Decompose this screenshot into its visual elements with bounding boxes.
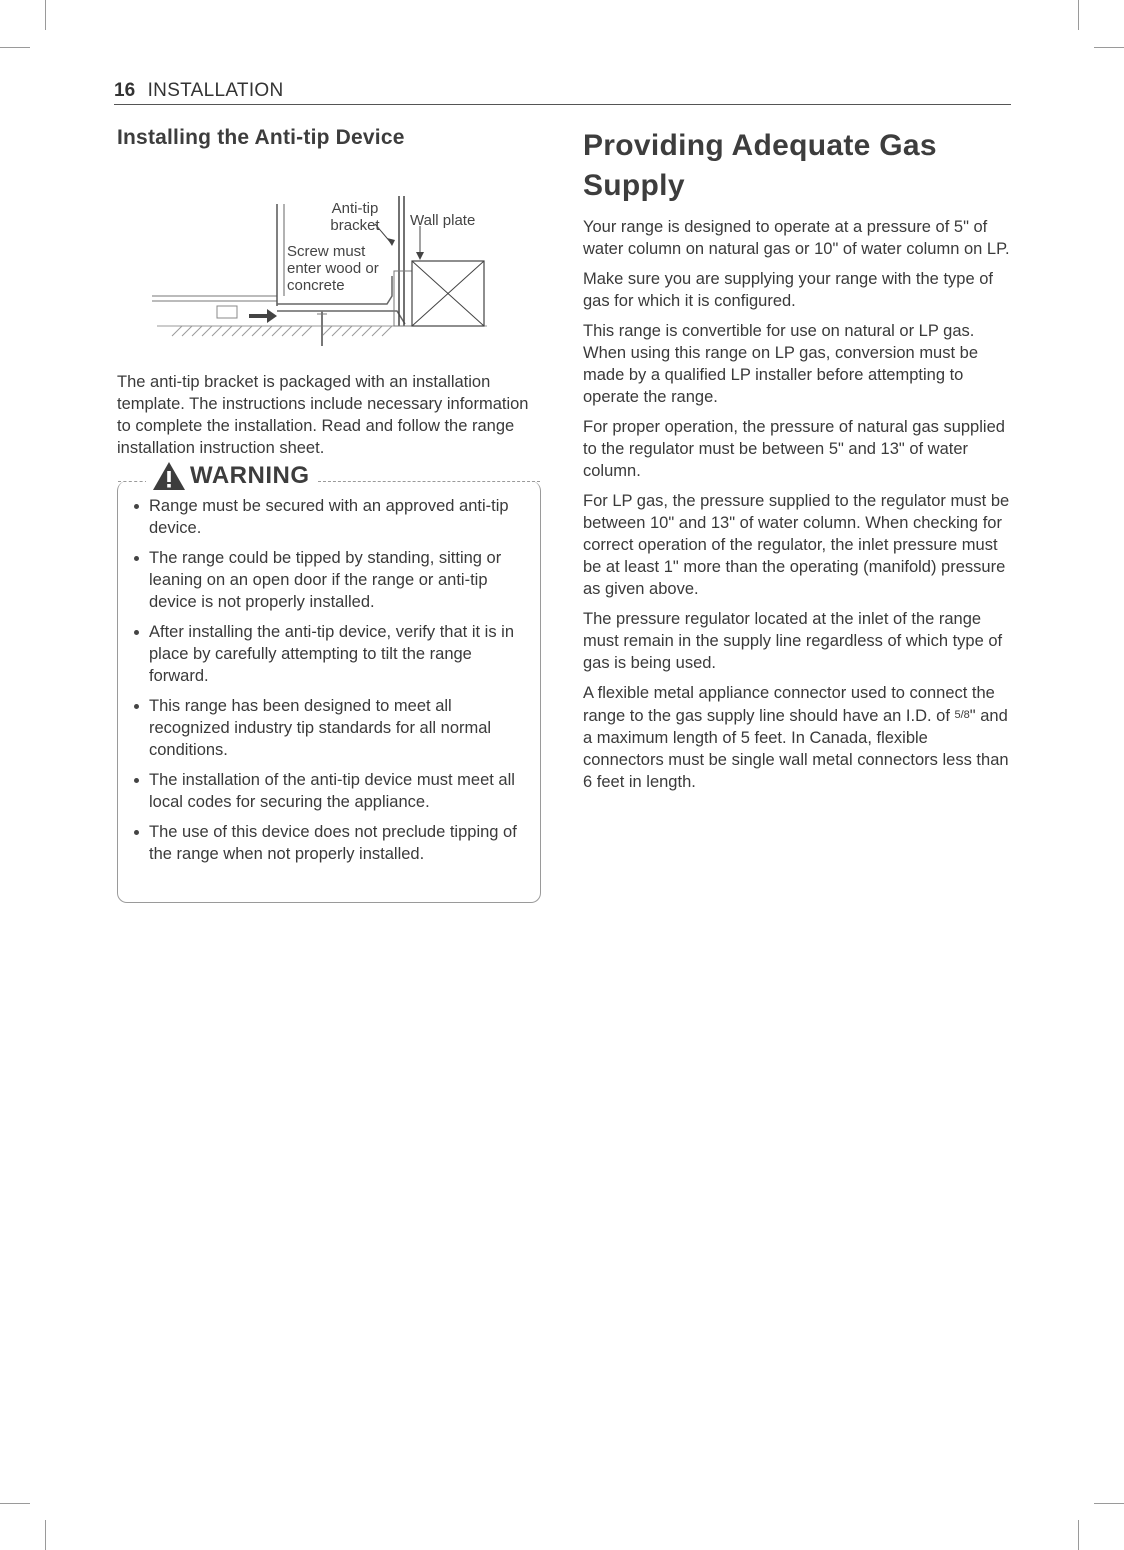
gas-paragraph: For proper operation, the pressure of natural gas supplied to the regulator must be between 5" and 13" of water column. — [583, 418, 1005, 480]
crop-mark — [1078, 0, 1079, 30]
warning-header — [146, 461, 316, 491]
warning-item-text: The installation of the anti-tip device must meet all local codes for securing the appliance. — [149, 771, 515, 811]
bullet — [134, 630, 139, 635]
section-title: INSTALLATION — [147, 80, 284, 101]
warning-item — [134, 621, 534, 687]
anti-tip-diagram — [117, 156, 532, 346]
page-header — [114, 80, 1011, 102]
connector-text-after: " and a maximum length of 5 feet. In Canada, flexible connectors must be single wall metal connectors less than 6 feet in length. — [583, 707, 1009, 791]
crop-mark — [0, 1503, 30, 1504]
page-number: 16 — [114, 80, 136, 101]
warning-title: WARNING — [190, 462, 310, 489]
warning-item-text: The use of this device does not preclude tipping of the range when not properly installed. — [149, 823, 517, 863]
gas-paragraph: For LP gas, the pressure supplied to the regulator must be between 10" and 13" of water column. When checking for correct operation of the regulator, the inlet pressure must be at least 1" more than the operating (manifold) pressure as given above. — [583, 492, 1010, 598]
connector-paragraph — [583, 682, 1013, 793]
bullet — [134, 704, 139, 709]
right-column — [583, 126, 1013, 801]
bullet — [134, 778, 139, 783]
crop-mark — [45, 1520, 46, 1550]
warning-item — [134, 695, 534, 761]
label-screw-line-1: Screw must — [287, 243, 366, 260]
label-bracket-line: bracket — [330, 217, 380, 234]
warning-box — [117, 462, 541, 903]
gas-supply-heading — [583, 126, 1013, 206]
crop-mark — [1078, 1520, 1079, 1550]
anti-tip-paragraph: The anti-tip bracket is packaged with an installation template. The instructions include necessary information to complete the installation. Read and follow the range installation instruction sheet. — [117, 373, 529, 457]
gas-paragraph: This range is convertible for use on natural or LP gas. When using this range on LP gas, conversion must be made by a qualified LP installer before attempting to operate the range. — [583, 322, 979, 406]
warning-triangle-icon — [152, 461, 186, 491]
crop-mark — [1094, 47, 1124, 48]
connector-text-before: A flexible metal appliance connector used to connect the range to the gas supply line should have an I.D. of — [583, 684, 995, 725]
warning-item-text: The range could be tipped by standing, sitting or leaning on an open door if the range or anti-tip device is not properly installed. — [149, 549, 502, 611]
gas-paragraph: Make sure you are supplying your range with the type of gas for which it is configured. — [583, 270, 993, 310]
label-anti-tip — [310, 200, 400, 234]
gas-paragraph: Your range is designed to operate at a pressure of 5" of water column on natural gas or 10" of water column on LP. — [583, 218, 1010, 258]
warning-list — [134, 495, 534, 873]
label-wall-plate: Wall plate — [410, 212, 476, 229]
warning-item-text: This range has been designed to meet all recognized industry tip standards for all normal conditions. — [149, 697, 492, 759]
label-screw-line-2: enter wood or — [287, 260, 379, 277]
warning-item — [134, 495, 534, 539]
crop-mark — [0, 47, 30, 48]
bullet — [134, 830, 139, 835]
warning-item-text: Range must be secured with an approved anti-tip device. — [149, 497, 509, 537]
bullet — [134, 556, 139, 561]
gas-supply-heading-line-1: Providing Adequate Gas — [583, 129, 937, 162]
warning-item-text: After installing the anti-tip device, verify that it is in place by carefully attempting to tilt the range forward. — [149, 623, 514, 685]
crop-mark — [1094, 1503, 1124, 1504]
warning-item — [134, 821, 534, 865]
warning-item — [134, 547, 534, 613]
bullet — [134, 504, 139, 509]
label-screw-line-3: concrete — [287, 277, 345, 294]
warning-border-right — [318, 481, 540, 482]
warning-item — [134, 769, 534, 813]
crop-mark — [45, 0, 46, 30]
fraction-five-eighths: 5/8 — [954, 709, 970, 721]
gas-supply-heading-line-2: Supply — [583, 169, 685, 202]
anti-tip-heading: Installing the Anti-tip Device — [117, 126, 405, 149]
label-anti-tip-line: Anti-tip — [331, 200, 379, 217]
warning-border-left — [118, 481, 148, 482]
left-column — [117, 126, 532, 903]
header-rule — [114, 104, 1011, 105]
label-screw — [287, 243, 379, 294]
gas-paragraph: The pressure regulator located at the inlet of the range must remain in the supply line regardless of which type of gas is being used. — [583, 610, 1003, 672]
